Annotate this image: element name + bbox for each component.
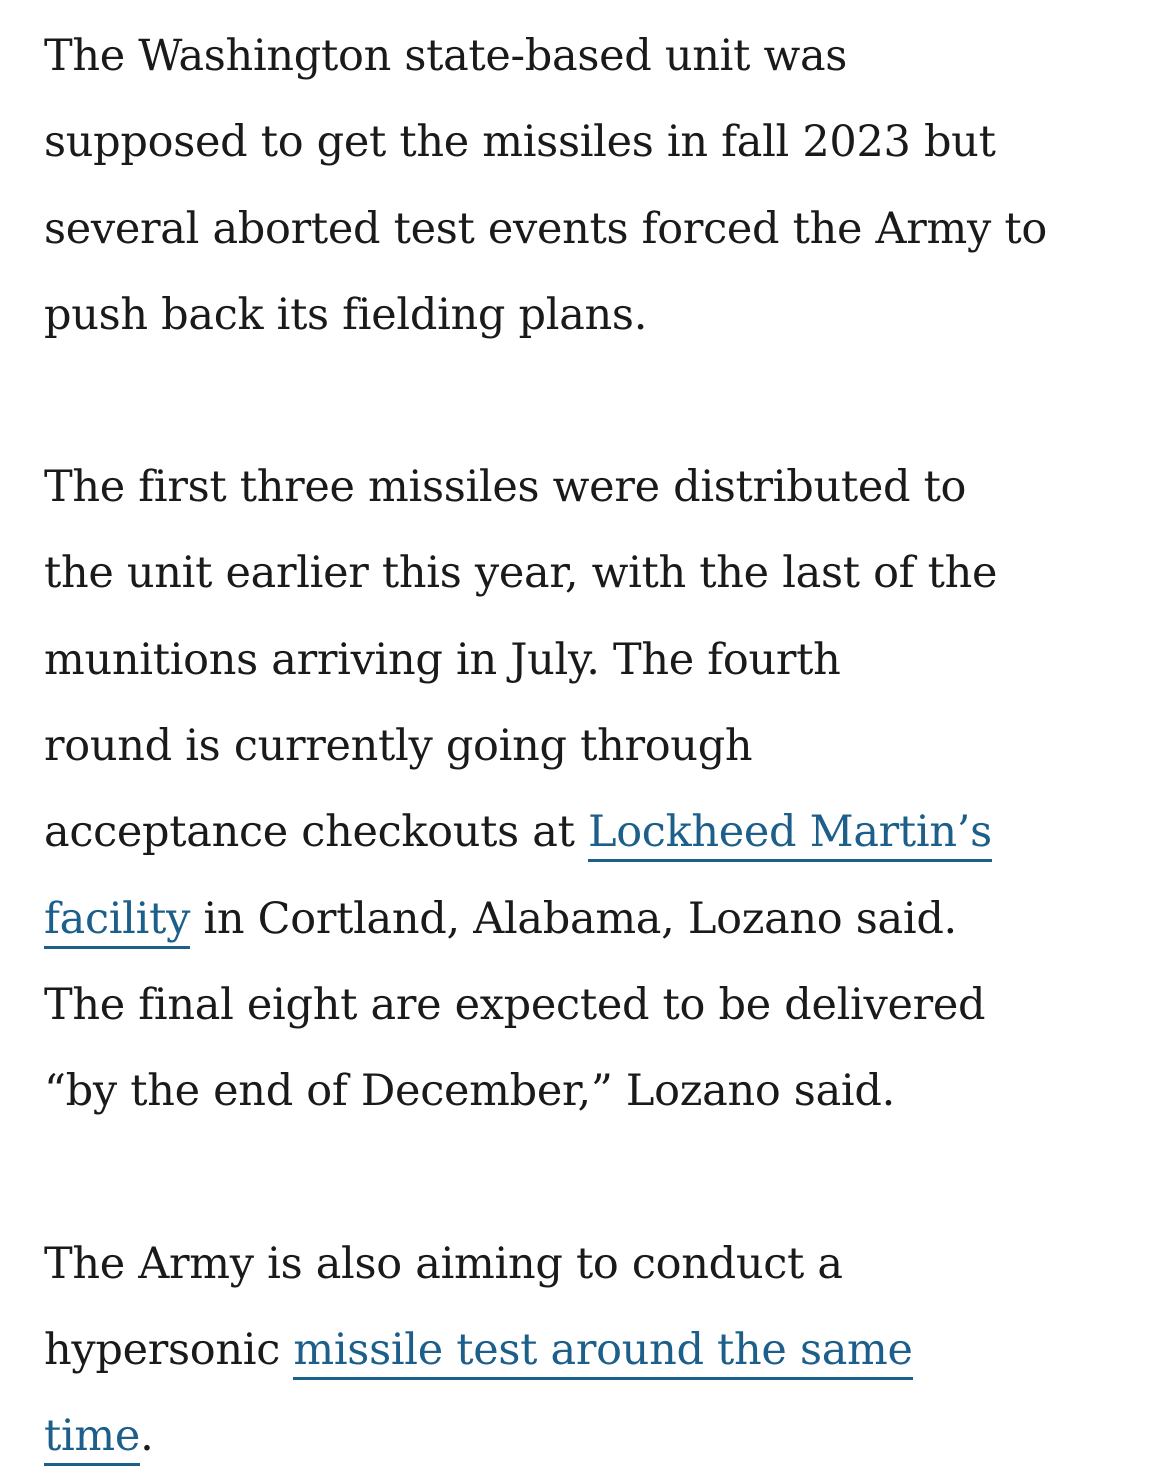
text-line: supposed to get the missiles in fall 2023 but xyxy=(44,117,996,168)
text-line: The first three missiles were distributed to xyxy=(44,462,967,513)
text-segment: . xyxy=(140,1411,154,1462)
missile-test-link[interactable]: missile test around the same xyxy=(293,1325,912,1380)
text-line: several aborted test events forced the Army to xyxy=(44,203,1047,254)
paragraph-1 xyxy=(44,13,1124,358)
text-line: munitions arriving in July. The fourth xyxy=(44,634,841,685)
text-line xyxy=(44,789,1124,875)
text-line: The final eight are expected to be delivered xyxy=(44,979,986,1030)
text-line xyxy=(44,1393,1124,1479)
text-line xyxy=(44,1307,1124,1393)
paragraph-2 xyxy=(44,444,1124,1134)
text-line: “by the end of December,” Lozano said. xyxy=(44,1066,895,1117)
text-line: The Washington state-based unit was xyxy=(44,31,848,81)
text-line: The Army is also aiming to conduct a xyxy=(44,1238,843,1289)
text-segment: in Cortland, Alabama, Lozano said. xyxy=(190,893,957,944)
text-segment: hypersonic xyxy=(44,1324,294,1375)
text-line: round is currently going through xyxy=(44,721,753,772)
text-line: push back its fielding plans. xyxy=(44,289,648,340)
missile-test-link-continued[interactable]: time xyxy=(44,1411,140,1466)
text-segment: acceptance checkouts at xyxy=(44,807,588,858)
article-body xyxy=(44,13,1124,1479)
lockheed-martin-facility-link-continued[interactable]: facility xyxy=(44,894,190,949)
text-line xyxy=(44,876,1124,962)
text-line: the unit earlier this year, with the last of the xyxy=(44,548,998,599)
paragraph-3 xyxy=(44,1221,1124,1480)
lockheed-martin-facility-link[interactable]: Lockheed Martin’s xyxy=(588,807,992,862)
